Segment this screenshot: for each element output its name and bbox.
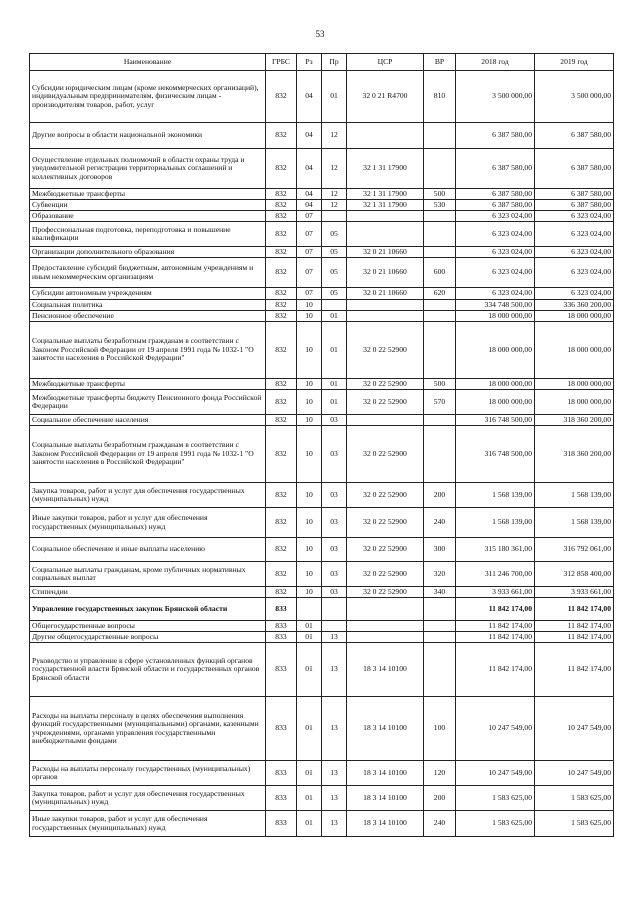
row-rz-cell: 07 [297, 258, 322, 288]
table-row [30, 415, 614, 426]
row-grbs-cell: 832 [266, 300, 297, 311]
row-pr-cell: 13 [322, 697, 347, 761]
row-vr-cell: 200 [424, 786, 456, 811]
row-csr-cell: 32 0 22 52900 [347, 379, 424, 390]
row-vr-cell [424, 123, 456, 149]
row-2018-cell: 315 180 361,00 [456, 538, 535, 562]
row-vr-cell [424, 311, 456, 322]
header-rz: Рз [297, 54, 322, 71]
row-pr-cell: 13 [322, 811, 347, 837]
row-csr-cell: 32 1 31 17900 [347, 189, 424, 200]
row-rz-cell: 01 [297, 632, 322, 643]
row-grbs-cell: 832 [266, 189, 297, 200]
row-vr-cell [424, 247, 456, 258]
table-row [30, 379, 614, 390]
row-2018-cell: 316 748 500,00 [456, 426, 535, 483]
row-rz-cell: 10 [297, 300, 322, 311]
row-name-cell: Межбюджетные трансферты бюджету Пенсионного фонда Российской Федерации [30, 390, 266, 415]
row-csr-cell: 18 3 14 10100 [347, 643, 424, 697]
row-vr-cell: 500 [424, 379, 456, 390]
row-name-cell: Закупка товаров, работ и услуг для обеспечения государственных (муниципальных) нужд [30, 483, 266, 508]
row-pr-cell: 05 [322, 288, 347, 300]
row-pr-cell: 03 [322, 415, 347, 426]
row-csr-cell [347, 415, 424, 426]
row-2019-cell: 6 323 024,00 [535, 247, 614, 258]
row-csr-cell: 32 0 22 52900 [347, 562, 424, 587]
row-2019-cell: 6 387 580,00 [535, 200, 614, 211]
row-grbs-cell: 832 [266, 71, 297, 123]
row-rz-cell: 01 [297, 697, 322, 761]
row-csr-cell: 32 0 21 R4700 [347, 71, 424, 123]
table-row [30, 562, 614, 587]
row-2019-cell: 11 842 174,00 [535, 643, 614, 697]
row-2018-cell: 6 323 024,00 [456, 258, 535, 288]
row-2018-cell: 1 568 139,00 [456, 508, 535, 538]
table-row [30, 288, 614, 300]
table-row [30, 300, 614, 311]
row-pr-cell: 01 [322, 311, 347, 322]
table-row [30, 247, 614, 258]
row-2019-cell: 11 842 174,00 [535, 632, 614, 643]
row-vr-cell: 300 [424, 538, 456, 562]
row-name-cell: Стипендии [30, 587, 266, 598]
table-row [30, 149, 614, 189]
row-grbs-cell: 832 [266, 538, 297, 562]
row-csr-cell [347, 598, 424, 621]
row-pr-cell: 05 [322, 258, 347, 288]
table-row [30, 598, 614, 621]
row-pr-cell: 03 [322, 587, 347, 598]
row-2019-cell: 336 360 200,00 [535, 300, 614, 311]
row-csr-cell: 32 0 22 52900 [347, 508, 424, 538]
row-pr-cell: 05 [322, 222, 347, 247]
row-pr-cell: 03 [322, 508, 347, 538]
row-pr-cell: 01 [322, 379, 347, 390]
row-name-cell: Организации дополнительного образования [30, 247, 266, 258]
table-row [30, 643, 614, 697]
row-csr-cell [347, 621, 424, 632]
header-pr: Пр [322, 54, 347, 71]
header-vr: ВР [424, 54, 456, 71]
row-vr-cell [424, 222, 456, 247]
row-2019-cell: 6 323 024,00 [535, 211, 614, 222]
row-2019-cell: 6 387 580,00 [535, 149, 614, 189]
row-grbs-cell: 832 [266, 562, 297, 587]
row-2018-cell: 10 247 549,00 [456, 697, 535, 761]
row-csr-cell: 32 0 21 10660 [347, 288, 424, 300]
row-csr-cell [347, 632, 424, 643]
row-name-cell: Социальные выплаты безработным гражданам в соответствии с Законом Российской Федерации от 19 апреля 1991 года № 1032-1 "О занятости населения в Российской Федерации" [30, 426, 266, 483]
row-2018-cell: 11 842 174,00 [456, 643, 535, 697]
row-2019-cell: 11 842 174,00 [535, 621, 614, 632]
row-grbs-cell: 832 [266, 415, 297, 426]
row-2018-cell: 11 842 174,00 [456, 632, 535, 643]
row-name-cell: Социальные выплаты безработным гражданам в соответствии с Законом Российской Федерации от 19 апреля 1991 года № 1032-1 "О занятости населения в Российской Федерации" [30, 322, 266, 379]
row-pr-cell: 13 [322, 632, 347, 643]
row-pr-cell: 12 [322, 123, 347, 149]
row-vr-cell: 600 [424, 258, 456, 288]
row-2018-cell: 6 323 024,00 [456, 288, 535, 300]
table-row [30, 200, 614, 211]
row-vr-cell [424, 415, 456, 426]
row-rz-cell: 10 [297, 415, 322, 426]
row-pr-cell: 12 [322, 189, 347, 200]
row-name-cell: Субсидии автономным учреждениям [30, 288, 266, 300]
row-2019-cell: 316 792 061,00 [535, 538, 614, 562]
row-2018-cell: 6 387 580,00 [456, 189, 535, 200]
row-rz-cell: 01 [297, 621, 322, 632]
row-grbs-cell: 833 [266, 761, 297, 786]
table-header-row [30, 54, 614, 71]
row-grbs-cell: 832 [266, 123, 297, 149]
row-2018-cell: 1 583 625,00 [456, 811, 535, 837]
row-2018-cell: 6 323 024,00 [456, 247, 535, 258]
row-2018-cell: 18 000 000,00 [456, 390, 535, 415]
row-2018-cell: 1 568 139,00 [456, 483, 535, 508]
row-2018-cell: 18 000 000,00 [456, 379, 535, 390]
row-csr-cell [347, 311, 424, 322]
row-2018-cell: 6 323 024,00 [456, 222, 535, 247]
table-row [30, 811, 614, 837]
row-name-cell: Руководство и управление в сфере установленных функций органов государственной власти Брянской области и государственных органов Брянской области [30, 643, 266, 697]
row-2019-cell: 6 323 024,00 [535, 288, 614, 300]
row-name-cell: Другие общегосударственные вопросы [30, 632, 266, 643]
row-vr-cell: 120 [424, 761, 456, 786]
row-2019-cell: 10 247 549,00 [535, 697, 614, 761]
row-rz-cell: 01 [297, 761, 322, 786]
row-csr-cell: 32 0 22 52900 [347, 538, 424, 562]
row-grbs-cell: 832 [266, 200, 297, 211]
row-csr-cell: 18 3 14 10100 [347, 786, 424, 811]
table-row [30, 311, 614, 322]
table-row [30, 258, 614, 288]
row-vr-cell [424, 621, 456, 632]
row-grbs-cell: 833 [266, 598, 297, 621]
row-vr-cell [424, 598, 456, 621]
row-pr-cell: 03 [322, 426, 347, 483]
row-2018-cell: 10 247 549,00 [456, 761, 535, 786]
header-grbs: ГРБС [266, 54, 297, 71]
row-grbs-cell: 832 [266, 222, 297, 247]
row-name-cell: Управление государственных закупок Брянской области [30, 598, 266, 621]
row-rz-cell: 04 [297, 123, 322, 149]
row-2018-cell: 11 842 174,00 [456, 598, 535, 621]
row-vr-cell: 810 [424, 71, 456, 123]
table-row [30, 508, 614, 538]
row-vr-cell [424, 322, 456, 379]
row-pr-cell: 01 [322, 390, 347, 415]
row-rz-cell [297, 598, 322, 621]
row-2018-cell: 334 748 500,00 [456, 300, 535, 311]
row-csr-cell: 18 3 14 10100 [347, 697, 424, 761]
row-2018-cell: 18 000 000,00 [456, 322, 535, 379]
row-2018-cell: 311 246 700,00 [456, 562, 535, 587]
row-grbs-cell: 832 [266, 288, 297, 300]
row-name-cell: Иные закупки товаров, работ и услуг для обеспечения государственных (муниципальных) нужд [30, 811, 266, 837]
row-pr-cell: 01 [322, 322, 347, 379]
table-row [30, 390, 614, 415]
row-rz-cell: 04 [297, 149, 322, 189]
row-grbs-cell: 832 [266, 426, 297, 483]
row-2019-cell: 1 583 625,00 [535, 786, 614, 811]
row-2018-cell: 6 387 580,00 [456, 149, 535, 189]
row-name-cell: Межбюджетные трансферты [30, 379, 266, 390]
row-name-cell: Осуществление отдельных полномочий в области охраны труда и уведомительной регистрации территориальных соглашений и коллективных договоров [30, 149, 266, 189]
row-grbs-cell: 832 [266, 258, 297, 288]
row-name-cell: Социальная политика [30, 300, 266, 311]
row-grbs-cell: 832 [266, 247, 297, 258]
row-vr-cell: 530 [424, 200, 456, 211]
row-pr-cell [322, 300, 347, 311]
row-rz-cell: 04 [297, 200, 322, 211]
row-2019-cell: 3 933 661,00 [535, 587, 614, 598]
row-csr-cell [347, 300, 424, 311]
row-rz-cell: 10 [297, 426, 322, 483]
table-row [30, 697, 614, 761]
row-2019-cell: 312 858 400,00 [535, 562, 614, 587]
row-grbs-cell: 833 [266, 786, 297, 811]
row-name-cell: Субсидии юридическим лицам (кроме некоммерческих организаций), индивидуальным предпринимателям, физическим лицам - производителям товаров, работ, услуг [30, 71, 266, 123]
row-rz-cell: 07 [297, 211, 322, 222]
row-rz-cell: 10 [297, 483, 322, 508]
row-2019-cell: 1 568 139,00 [535, 508, 614, 538]
row-2018-cell: 6 387 580,00 [456, 200, 535, 211]
row-pr-cell: 12 [322, 200, 347, 211]
row-vr-cell: 340 [424, 587, 456, 598]
row-vr-cell: 240 [424, 811, 456, 837]
row-name-cell: Предоставление субсидий бюджетным, автономным учреждениям и иным некоммерческим организациям [30, 258, 266, 288]
row-2019-cell: 1 568 139,00 [535, 483, 614, 508]
row-name-cell: Закупка товаров, работ и услуг для обеспечения государственных (муниципальных) нужд [30, 786, 266, 811]
row-csr-cell [347, 222, 424, 247]
row-rz-cell: 01 [297, 786, 322, 811]
row-rz-cell: 01 [297, 811, 322, 837]
row-2018-cell: 1 583 625,00 [456, 786, 535, 811]
row-grbs-cell: 833 [266, 643, 297, 697]
table-row [30, 189, 614, 200]
row-vr-cell: 200 [424, 483, 456, 508]
row-name-cell: Общегосударственные вопросы [30, 621, 266, 632]
row-grbs-cell: 833 [266, 632, 297, 643]
row-name-cell: Другие вопросы в области национальной экономики [30, 123, 266, 149]
row-2019-cell: 318 360 200,00 [535, 415, 614, 426]
row-2018-cell: 3 500 000,00 [456, 71, 535, 123]
row-grbs-cell: 833 [266, 811, 297, 837]
row-rz-cell: 10 [297, 379, 322, 390]
row-name-cell: Субвенции [30, 200, 266, 211]
row-vr-cell [424, 149, 456, 189]
row-rz-cell: 04 [297, 71, 322, 123]
row-rz-cell: 07 [297, 222, 322, 247]
row-2018-cell: 6 323 024,00 [456, 211, 535, 222]
row-2019-cell: 18 000 000,00 [535, 379, 614, 390]
header-2018: 2018 год [456, 54, 535, 71]
table-row [30, 322, 614, 379]
row-csr-cell: 32 0 22 52900 [347, 483, 424, 508]
header-name: Наименование [30, 54, 266, 71]
row-csr-cell: 18 3 14 10100 [347, 811, 424, 837]
row-csr-cell: 32 0 21 10660 [347, 247, 424, 258]
row-name-cell: Социальное обеспечение населения [30, 415, 266, 426]
header-csr: ЦСР [347, 54, 424, 71]
table-row [30, 123, 614, 149]
row-csr-cell: 32 0 22 52900 [347, 426, 424, 483]
table-row [30, 483, 614, 508]
row-grbs-cell: 832 [266, 483, 297, 508]
table-row [30, 786, 614, 811]
row-rz-cell: 04 [297, 189, 322, 200]
table-row [30, 761, 614, 786]
row-grbs-cell: 833 [266, 621, 297, 632]
row-name-cell: Межбюджетные трансферты [30, 189, 266, 200]
row-grbs-cell: 832 [266, 322, 297, 379]
row-csr-cell: 32 1 31 17900 [347, 149, 424, 189]
row-2019-cell: 6 387 580,00 [535, 189, 614, 200]
row-pr-cell: 03 [322, 562, 347, 587]
row-2019-cell: 1 583 625,00 [535, 811, 614, 837]
row-2019-cell: 3 500 000,00 [535, 71, 614, 123]
row-name-cell: Пенсионное обеспечение [30, 311, 266, 322]
row-pr-cell: 03 [322, 483, 347, 508]
row-pr-cell: 13 [322, 761, 347, 786]
row-pr-cell: 05 [322, 247, 347, 258]
row-2018-cell: 11 842 174,00 [456, 621, 535, 632]
row-2018-cell: 3 933 661,00 [456, 587, 535, 598]
table-row [30, 426, 614, 483]
row-2018-cell: 18 000 000,00 [456, 311, 535, 322]
table-row [30, 71, 614, 123]
row-2019-cell: 6 387 580,00 [535, 123, 614, 149]
row-pr-cell: 01 [322, 71, 347, 123]
row-csr-cell [347, 123, 424, 149]
table-row [30, 222, 614, 247]
row-pr-cell [322, 211, 347, 222]
row-grbs-cell: 832 [266, 379, 297, 390]
row-csr-cell: 32 0 21 10660 [347, 258, 424, 288]
row-name-cell: Профессиональная подготовка, переподготовка и повышение квалификации [30, 222, 266, 247]
row-csr-cell [347, 211, 424, 222]
row-2019-cell: 18 000 000,00 [535, 311, 614, 322]
row-grbs-cell: 833 [266, 697, 297, 761]
row-csr-cell: 32 0 22 52900 [347, 322, 424, 379]
row-rz-cell: 10 [297, 587, 322, 598]
row-name-cell: Иные закупки товаров, работ и услуг для обеспечения государственных (муниципальных) нужд [30, 508, 266, 538]
row-vr-cell: 620 [424, 288, 456, 300]
page-number: 53 [315, 29, 325, 39]
row-pr-cell [322, 621, 347, 632]
row-2019-cell: 11 842 174,00 [535, 598, 614, 621]
row-pr-cell: 12 [322, 149, 347, 189]
row-name-cell: Социальное обеспечение и иные выплаты населению [30, 538, 266, 562]
row-2019-cell: 18 000 000,00 [535, 322, 614, 379]
row-grbs-cell: 832 [266, 587, 297, 598]
row-2019-cell: 10 247 549,00 [535, 761, 614, 786]
row-vr-cell: 240 [424, 508, 456, 538]
row-vr-cell: 500 [424, 189, 456, 200]
row-pr-cell: 13 [322, 786, 347, 811]
row-csr-cell: 18 3 14 10100 [347, 761, 424, 786]
row-vr-cell: 320 [424, 562, 456, 587]
row-rz-cell: 10 [297, 311, 322, 322]
row-rz-cell: 07 [297, 288, 322, 300]
row-name-cell: Образование [30, 211, 266, 222]
row-vr-cell: 100 [424, 697, 456, 761]
table-row [30, 621, 614, 632]
row-vr-cell [424, 300, 456, 311]
row-2019-cell: 18 000 000,00 [535, 390, 614, 415]
row-name-cell: Расходы на выплаты персоналу в целях обеспечения выполнения функций государственными (муниципальными) органами, казенными учреждениями, органами управления государственными внебюджетными фондами [30, 697, 266, 761]
row-csr-cell: 32 0 22 52900 [347, 390, 424, 415]
row-2019-cell: 6 323 024,00 [535, 222, 614, 247]
budget-table [29, 53, 614, 837]
row-grbs-cell: 832 [266, 211, 297, 222]
row-name-cell: Социальные выплаты гражданам, кроме публичных нормативных социальных выплат [30, 562, 266, 587]
row-2019-cell: 318 360 200,00 [535, 426, 614, 483]
row-rz-cell: 01 [297, 643, 322, 697]
row-pr-cell [322, 598, 347, 621]
row-vr-cell [424, 643, 456, 697]
table-row [30, 632, 614, 643]
row-rz-cell: 10 [297, 322, 322, 379]
row-rz-cell: 10 [297, 390, 322, 415]
row-2018-cell: 316 748 500,00 [456, 415, 535, 426]
row-vr-cell [424, 426, 456, 483]
row-pr-cell: 03 [322, 538, 347, 562]
row-csr-cell: 32 0 22 52900 [347, 587, 424, 598]
row-rz-cell: 10 [297, 562, 322, 587]
row-grbs-cell: 832 [266, 508, 297, 538]
header-2019: 2019 год [535, 54, 614, 71]
row-pr-cell: 13 [322, 643, 347, 697]
row-rz-cell: 10 [297, 538, 322, 562]
row-grbs-cell: 832 [266, 149, 297, 189]
row-grbs-cell: 832 [266, 311, 297, 322]
row-vr-cell [424, 211, 456, 222]
row-rz-cell: 07 [297, 247, 322, 258]
table-row [30, 211, 614, 222]
row-2018-cell: 6 387 580,00 [456, 123, 535, 149]
row-name-cell: Расходы на выплаты персоналу государственных (муниципальных) органов [30, 761, 266, 786]
row-rz-cell: 10 [297, 508, 322, 538]
row-grbs-cell: 832 [266, 390, 297, 415]
row-2019-cell: 6 323 024,00 [535, 258, 614, 288]
table-row [30, 587, 614, 598]
row-csr-cell: 32 1 31 17900 [347, 200, 424, 211]
row-vr-cell [424, 632, 456, 643]
table-row [30, 538, 614, 562]
row-vr-cell: 570 [424, 390, 456, 415]
